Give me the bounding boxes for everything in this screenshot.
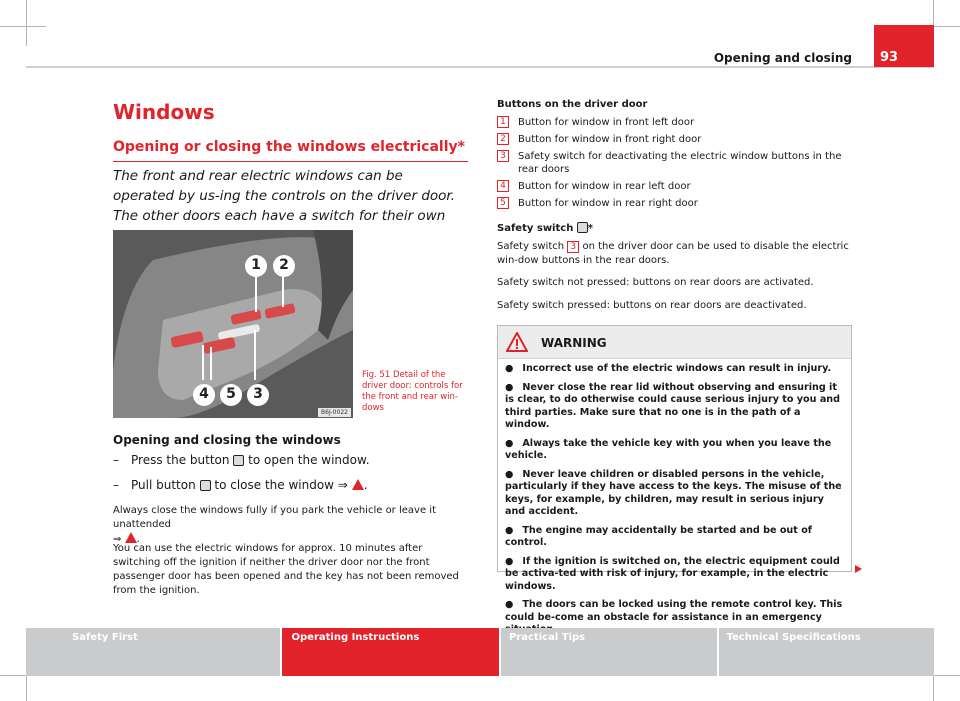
optional-star: * xyxy=(587,223,594,234)
note-ref: ⇒ xyxy=(113,534,122,545)
legend-text: Button for window in front right door xyxy=(518,134,702,145)
legend-number: 4 xyxy=(497,180,509,192)
continue-arrow-icon xyxy=(855,565,862,573)
footer-nav xyxy=(26,628,934,676)
safety-switch-intro xyxy=(497,240,852,268)
bullet: ● xyxy=(505,524,514,536)
figure-caption: Fig. 51 Detail of the driver door: controls for the front and rear win-dows xyxy=(362,370,463,413)
warning-text: Never close the rear lid without observing and ensuring it is clear, to do otherwise could cause serious injury to you and third parties. Make sure that no one is in the path of a window. xyxy=(505,381,840,430)
step2-text-end: to close the window ⇒ xyxy=(214,478,348,492)
section-title: Windows xyxy=(113,100,215,124)
note-text: Always close the windows fully if you park the vehicle or leave it unattended xyxy=(113,505,436,530)
warning-text: Always take the vehicle key with you when you leave the vehicle. xyxy=(505,437,832,461)
safety-switch-icon xyxy=(577,222,588,233)
bullet: ● xyxy=(505,555,514,567)
safety-switch-heading-text: Safety switch xyxy=(497,223,574,234)
unattended-note xyxy=(113,504,468,547)
window-button-icon xyxy=(200,480,211,491)
legend-text: Button for window in front left door xyxy=(518,117,695,128)
callout-2: 2 xyxy=(279,257,289,273)
safety-switch-heading xyxy=(497,222,593,234)
bullet: ● xyxy=(505,437,514,449)
bullet: ● xyxy=(505,363,514,374)
warning-text: The engine may accidentally be started and be out of control. xyxy=(505,524,812,548)
warning-item xyxy=(505,438,844,463)
safety-not-pressed: Safety switch not pressed: buttons on rear doors are activated. xyxy=(497,277,814,288)
warning-text: Incorrect use of the electric windows can result in injury. xyxy=(522,363,832,374)
warning-box xyxy=(497,325,852,623)
operation-heading: Opening and closing the windows xyxy=(113,433,341,447)
warning-item xyxy=(505,363,844,376)
bullet: ● xyxy=(505,468,514,480)
legend-text: Button for window in rear left door xyxy=(518,181,691,192)
legend-number: 2 xyxy=(497,133,509,145)
door-controls-figure xyxy=(113,230,353,418)
tab-operating-instructions[interactable]: Operating Instructions xyxy=(280,628,500,676)
page-number: 93 xyxy=(874,25,934,67)
step-close xyxy=(113,478,368,492)
step-open xyxy=(113,453,370,467)
legend-item xyxy=(497,116,852,129)
header-rule xyxy=(26,66,934,68)
step2-period: . xyxy=(363,478,368,492)
warning-header xyxy=(498,326,851,359)
warning-item xyxy=(505,469,844,519)
legend-text: Button for window in rear right door xyxy=(518,198,698,209)
safety-intro-after: on the driver door can be used to disable the electric win-dow buttons in the rear doors. xyxy=(497,241,849,266)
callout-4: 4 xyxy=(199,386,209,402)
figure-code: B6J-0022 xyxy=(321,409,348,416)
legend-item xyxy=(497,150,852,176)
crop-mark xyxy=(0,26,46,27)
warning-item xyxy=(505,525,844,550)
section-subtitle: Opening or closing the windows electrically* xyxy=(113,139,468,162)
warning-item xyxy=(505,556,844,594)
bullet: ● xyxy=(505,381,514,393)
safety-intro-before: Safety switch xyxy=(497,241,565,252)
warning-title: WARNING xyxy=(541,336,607,350)
button-legend xyxy=(497,116,852,214)
callout-5: 5 xyxy=(226,386,236,402)
legend-text: Safety switch for deactivating the electric window buttons in the rear doors xyxy=(518,151,842,175)
warning-triangle-icon xyxy=(506,332,528,352)
step-dash: – xyxy=(113,478,119,492)
bullet: ● xyxy=(505,599,514,610)
window-button-icon xyxy=(233,455,244,466)
running-header: Opening and closing xyxy=(713,51,852,65)
tab-technical-specifications[interactable]: Technical Specifications xyxy=(717,628,935,676)
step1-text-end: to open the window. xyxy=(248,453,370,467)
warning-text: The doors can be locked using the remote control key. This could be-come an obstacle for assistance in an emergency xyxy=(505,599,843,623)
callout-3: 3 xyxy=(253,386,263,402)
tab-safety-first[interactable]: Safety First xyxy=(26,628,280,676)
note-period: . xyxy=(136,534,140,545)
crop-mark xyxy=(26,0,27,46)
step2-text: Pull button xyxy=(131,478,196,492)
tab-practical-tips[interactable]: Practical Tips xyxy=(499,628,717,676)
intro-text: The front and rear electric windows can be operated by us-ing the controls on the driver door. The other doors each have a switch for their own xyxy=(113,168,456,224)
legend-item xyxy=(497,133,852,146)
callout-1: 1 xyxy=(251,257,261,273)
legend-number: 1 xyxy=(497,116,509,128)
legend-number-ref: 3 xyxy=(567,241,579,253)
step-dash: – xyxy=(113,453,119,467)
warning-text: Never leave children or disabled persons in the vehicle, particularly if they have access to the keys. The misuse of the keys, for example, by children, may result in serious injury and accident. xyxy=(505,468,842,517)
warning-icon[interactable] xyxy=(352,479,364,490)
legend-item xyxy=(497,180,852,193)
driver-buttons-heading: Buttons on the driver door xyxy=(497,99,648,110)
legend-item xyxy=(497,197,852,210)
step1-text: Press the button xyxy=(131,453,230,467)
warning-item xyxy=(505,382,844,432)
warning-text: If the ignition is switched on, the electric equipment could be activa-ted with risk of injury, for example, in the electric windows. xyxy=(505,555,840,592)
timing-note: You can use the electric windows for approx. 10 minutes after switching off the ignition if neither the driver door nor the front passenger door has been opened and the key has not been removed from the ignition. xyxy=(113,543,459,596)
warning-list xyxy=(498,359,851,655)
safety-pressed: Safety switch pressed: buttons on rear doors are deactivated. xyxy=(497,300,807,311)
legend-number: 3 xyxy=(497,150,509,162)
legend-number: 5 xyxy=(497,197,509,209)
